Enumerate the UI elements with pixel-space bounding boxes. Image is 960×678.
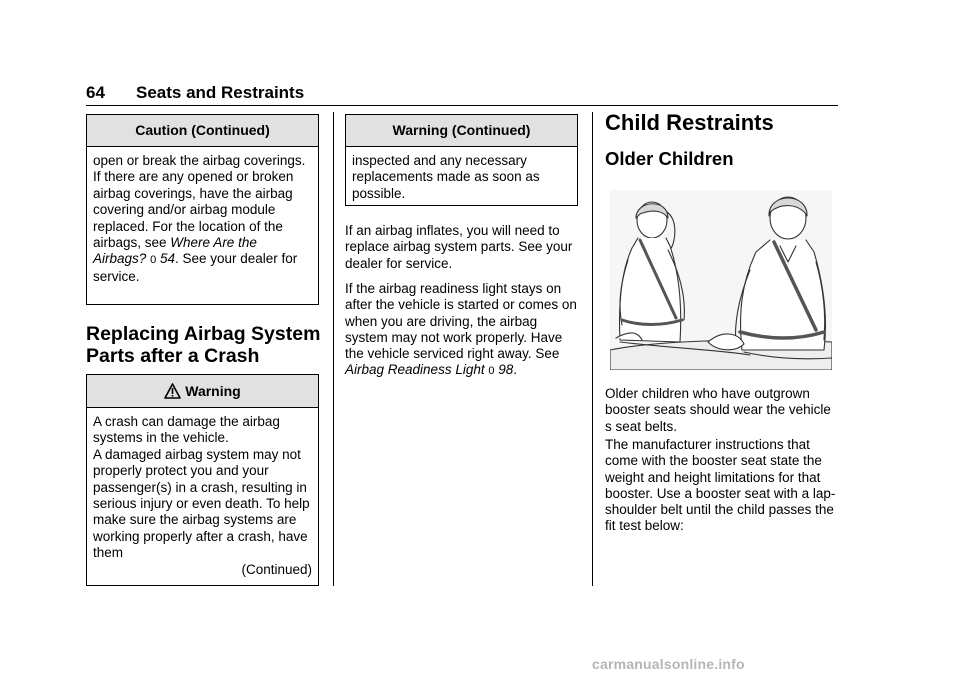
ref-page-98[interactable]: 98 bbox=[498, 362, 514, 378]
ref-page-54[interactable]: 54 bbox=[159, 251, 175, 267]
caution-box bbox=[86, 114, 319, 305]
chapter-title: Seats and Restraints bbox=[136, 83, 305, 102]
caution-title: Caution (Continued) bbox=[87, 115, 318, 147]
paragraph-older-children: Older children who have outgrown booster seats should wear the vehicle s seat belts. bbox=[605, 386, 831, 434]
column-divider-1 bbox=[333, 112, 334, 586]
section-heading-replacing-airbag: Replacing Airbag System Parts after a Crash bbox=[86, 323, 321, 367]
chapter-heading-child-restraints: Child Restraints bbox=[605, 110, 774, 135]
warning-body bbox=[87, 408, 318, 562]
page-number: 64 bbox=[86, 83, 105, 102]
warning-line-2: A damaged airbag system may not properly protect you and your passenger(s) in a crash, resulting in serious injury or even death. To help make sure the airbag systems are working properly after a crash, have them bbox=[93, 446, 310, 561]
caution-body: open or break the airbag coverings. If there are any opened or broken airbag coverings, have the airbag covering and/or airbag module replaced. For the location of the airbags, see Where Are the Airbags? 0 54. See your dealer for service. bbox=[93, 153, 306, 284]
older-children-seatbelt-illustration bbox=[610, 190, 832, 370]
warning-header bbox=[87, 375, 318, 408]
paragraph-readiness-light: If the airbag readiness light stays on after the vehicle is started or comes on when you are driving, the airbag system may not work properly. Have the vehicle serviced right away. See Airbag Readiness Light 0 98. bbox=[345, 281, 577, 378]
warning-continued-box bbox=[345, 114, 578, 206]
warning-triangle-icon bbox=[164, 378, 181, 411]
page-ref-arrow: 0 bbox=[488, 365, 495, 378]
ref-airbag-readiness-light[interactable]: Airbag Readiness Light bbox=[345, 362, 485, 378]
page-header bbox=[86, 83, 838, 106]
section-heading-older-children: Older Children bbox=[605, 148, 734, 169]
paragraph-airbag-inflates: If an airbag inflates, you will need to replace airbag system parts. See your dealer for service. bbox=[345, 223, 573, 271]
warning-continued-title: Warning (Continued) bbox=[346, 115, 577, 147]
continued-label: (Continued) bbox=[241, 561, 312, 577]
column-divider-2 bbox=[592, 112, 593, 586]
watermark-text: carmanualsonline.info bbox=[592, 656, 745, 672]
warning-box bbox=[86, 374, 319, 586]
warning-continued-body: inspected and any necessary replacements made as soon as possible. bbox=[352, 153, 540, 201]
page-ref-arrow: 0 bbox=[150, 254, 157, 267]
paragraph-manufacturer-instructions: The manufacturer instructions that come with the booster seat state the weight and height limitations for that booster. Use a booster seat with a lap-shoulder belt until the child passes the fit test below: bbox=[605, 437, 836, 534]
ref-where-airbags[interactable]: Where Are the Airbags? bbox=[93, 235, 257, 267]
warning-title: Warning bbox=[185, 383, 241, 399]
warning-line-1: A crash can damage the airbag systems in the vehicle. bbox=[93, 414, 280, 446]
